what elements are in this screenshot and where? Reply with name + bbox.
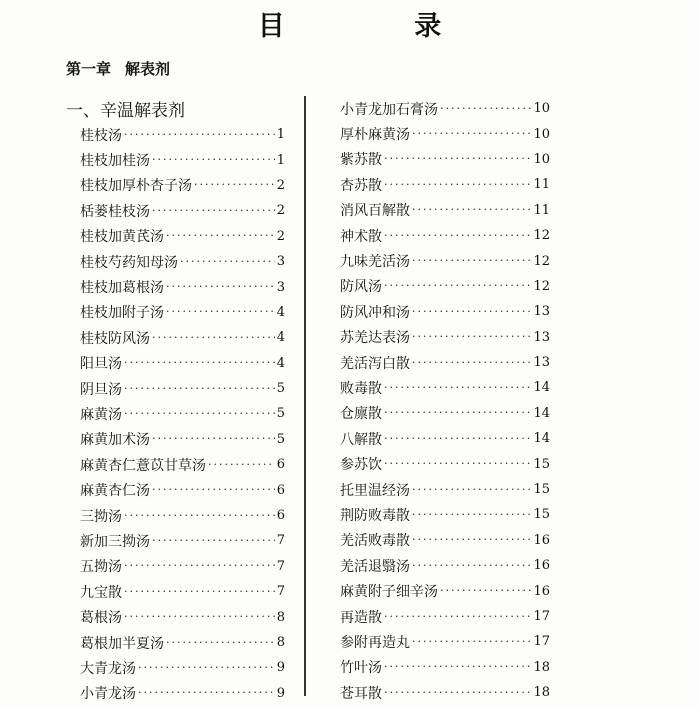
toc-entry-page: 12	[533, 278, 550, 294]
toc-entry-page: 3	[276, 279, 285, 295]
toc-leader-dots	[384, 381, 531, 395]
toc-entry-name: 杏苏散	[340, 177, 382, 194]
toc-entry-name: 桂枝加葛根汤	[80, 280, 164, 297]
toc-leader-dots	[440, 102, 531, 116]
toc-entry-name: 羌活败毒散	[340, 533, 410, 550]
toc-entry-page: 3	[276, 254, 285, 270]
toc-entry	[80, 198, 285, 223]
toc-entry	[340, 401, 550, 426]
toc-entry-page: 1	[276, 152, 285, 168]
toc-leader-dots	[412, 635, 531, 649]
toc-leader-dots	[124, 128, 275, 142]
toc-leader-dots	[166, 636, 275, 650]
toc-entry-page: 18	[533, 659, 550, 675]
chapter-number: 第一章	[66, 60, 112, 78]
toc-entry-name: 苍耳散	[340, 685, 382, 702]
toc-leader-dots	[152, 432, 275, 446]
toc-entry	[80, 173, 285, 198]
toc-entry-name: 麻黄加术汤	[80, 432, 150, 449]
toc-entry-name: 仓廪散	[340, 406, 382, 423]
toc-leader-dots	[384, 660, 531, 674]
toc-leader-dots	[384, 152, 531, 166]
toc-entry	[80, 224, 285, 249]
toc-leader-dots	[194, 178, 275, 192]
toc-entry-page: 11	[533, 177, 550, 193]
toc-entry	[80, 681, 285, 706]
toc-leader-dots	[138, 686, 275, 700]
toc-entry-name: 阳旦汤	[80, 356, 122, 373]
toc-entry-name: 麻黄杏仁汤	[80, 483, 150, 500]
toc-entry	[340, 248, 550, 273]
toc-leader-dots	[412, 305, 531, 319]
toc-leader-dots	[440, 584, 531, 598]
toc-entry-page: 7	[276, 533, 285, 549]
toc-leader-dots	[152, 534, 275, 548]
toc-entry-page: 18	[533, 685, 550, 701]
toc-leader-dots	[124, 382, 275, 396]
toc-entry	[340, 325, 550, 350]
toc-entry-name: 桂枝加桂汤	[80, 153, 150, 170]
toc-leader-dots	[138, 661, 275, 675]
toc-leader-dots	[152, 483, 275, 497]
toc-leader-dots	[166, 305, 275, 319]
toc-entry	[340, 680, 550, 705]
toc-entry-name: 小青龙加石膏汤	[340, 101, 438, 118]
toc-entry-page: 2	[276, 228, 285, 244]
toc-entry-name: 麻黄汤	[80, 406, 122, 423]
toc-entry-page: 6	[276, 482, 285, 498]
toc-entry-name: 防风冲和汤	[340, 304, 410, 321]
toc-leader-dots	[412, 254, 531, 268]
toc-entry	[340, 147, 550, 172]
toc-entry-name: 羌活泻白散	[340, 355, 410, 372]
toc-entry-name: 荆防败毒散	[340, 507, 410, 524]
toc-entry-name: 五拗汤	[80, 559, 122, 576]
toc-entry	[80, 427, 285, 452]
toc-entry-name: 苏羌达表汤	[340, 330, 410, 347]
toc-entry-name: 防风汤	[340, 279, 382, 296]
toc-entry	[340, 451, 550, 476]
toc-entry	[340, 655, 550, 680]
toc-entry	[340, 578, 550, 603]
toc-leader-dots	[152, 153, 275, 167]
column-divider	[304, 96, 306, 696]
toc-entry-page: 17	[533, 609, 550, 624]
toc-entry-name: 葛根加半夏汤	[80, 635, 164, 652]
toc-right-column	[340, 96, 550, 705]
toc-leader-dots	[124, 610, 275, 624]
toc-entry-name: 九味羌活汤	[340, 254, 410, 271]
toc-entry	[340, 299, 550, 324]
toc-entry-page: 14	[533, 380, 550, 396]
toc-entry	[340, 350, 550, 375]
toc-entry-page: 16	[533, 558, 550, 574]
chapter-heading	[66, 58, 170, 79]
toc-leader-dots	[166, 229, 275, 243]
toc-entry-name: 小青龙汤	[80, 686, 136, 703]
toc-entry	[340, 96, 550, 121]
toc-entry-name: 新加三拗汤	[80, 533, 150, 550]
toc-leader-dots	[412, 508, 531, 522]
toc-entry-page: 9	[276, 685, 285, 701]
toc-entry	[340, 477, 550, 502]
toc-leader-dots	[384, 610, 531, 624]
toc-entry-name: 再造散	[340, 609, 382, 626]
toc-entry-page: 2	[276, 203, 285, 219]
toc-entry-page: 16	[533, 583, 550, 599]
toc-entry-page: 15	[533, 507, 550, 523]
toc-leader-dots	[412, 483, 531, 497]
toc-leader-dots	[412, 533, 531, 547]
toc-entry-name: 桂枝防风汤	[80, 330, 150, 347]
toc-entry-page: 2	[276, 177, 285, 193]
toc-entry	[80, 655, 285, 680]
toc-entry-name: 桂枝加厚朴杏子汤	[80, 178, 192, 195]
toc-entry	[340, 502, 550, 527]
toc-entry-name: 九宝散	[80, 584, 122, 601]
toc-entry	[80, 325, 285, 350]
toc-entry-page: 10	[533, 126, 550, 142]
toc-entry-name: 阴旦汤	[80, 381, 122, 398]
toc-entry-page: 1	[276, 127, 285, 143]
toc-entry-page: 14	[533, 405, 550, 421]
toc-entry	[80, 122, 285, 147]
toc-leader-dots	[124, 407, 275, 421]
toc-entry-name: 竹叶汤	[340, 660, 382, 677]
toc-entry	[80, 300, 285, 325]
toc-entry	[80, 452, 285, 477]
toc-entry	[80, 401, 285, 426]
toc-entry-page: 5	[276, 381, 285, 397]
toc-entry-page: 8	[276, 609, 285, 625]
toc-entry	[340, 604, 550, 629]
toc-leader-dots	[412, 356, 531, 370]
toc-entry-name: 栝蒌桂枝汤	[80, 203, 150, 220]
toc-entry-page: 14	[533, 431, 550, 447]
toc-entry-page: 13	[533, 304, 550, 320]
toc-entry-page: 4	[276, 330, 285, 346]
toc-entry-page: 11	[533, 202, 550, 218]
toc-entry-page: 4	[276, 304, 285, 320]
toc-entry-name: 败毒散	[340, 380, 382, 397]
toc-leader-dots	[384, 178, 531, 192]
toc-entry-name: 桂枝加附子汤	[80, 305, 164, 322]
toc-entry	[340, 553, 550, 578]
toc-leader-dots	[384, 686, 531, 700]
toc-entry-page: 17	[533, 634, 550, 650]
toc-leader-dots	[384, 457, 531, 471]
toc-entry-page: 8	[276, 635, 285, 650]
toc-entry	[340, 528, 550, 553]
toc-leader-dots	[384, 279, 531, 293]
toc-entry-page: 5	[276, 431, 285, 447]
section-heading: 一、辛温解表剂	[66, 101, 185, 121]
toc-leader-dots	[166, 280, 275, 294]
toc-entry-name: 羌活退翳汤	[340, 558, 410, 575]
toc-entry-page: 6	[276, 508, 285, 524]
toc-leader-dots	[124, 356, 275, 370]
toc-leader-dots	[384, 406, 531, 420]
toc-entry-page: 5	[276, 406, 285, 422]
toc-leader-dots	[384, 229, 531, 243]
toc-entry	[340, 629, 550, 654]
toc-leader-dots	[412, 559, 531, 573]
toc-entry	[340, 198, 550, 223]
toc-leader-dots	[412, 127, 531, 141]
toc-leader-dots	[412, 203, 531, 217]
toc-leader-dots	[412, 330, 531, 344]
toc-entry-name: 大青龙汤	[80, 660, 136, 677]
toc-entry-page: 7	[276, 584, 285, 600]
toc-leader-dots	[180, 255, 275, 269]
toc-entry	[80, 274, 285, 299]
toc-leader-dots	[152, 204, 275, 218]
toc-entry-name: 参苏饮	[340, 457, 382, 474]
toc-entry-page: 15	[533, 456, 550, 472]
toc-leader-dots	[124, 509, 275, 523]
toc-entry-page: 12	[533, 228, 550, 244]
toc-entry-page: 10	[533, 151, 550, 167]
toc-entry-name: 麻黄杏仁薏苡甘草汤	[80, 457, 206, 474]
toc-entry-name: 三拗汤	[80, 508, 122, 525]
toc-leader-dots	[208, 458, 275, 472]
toc-entry	[340, 426, 550, 451]
toc-entry-page: 15	[533, 482, 550, 498]
toc-entry-page: 10	[533, 101, 550, 117]
toc-entry	[80, 376, 285, 401]
toc-entry	[340, 172, 550, 197]
toc-leader-dots	[124, 559, 275, 573]
toc-entry-name: 紫苏散	[340, 152, 382, 169]
toc-entry-name: 托里温经汤	[340, 482, 410, 499]
toc-entry-page: 7	[276, 558, 285, 574]
toc-entry	[80, 630, 285, 655]
toc-entry-name: 神术散	[340, 228, 382, 245]
toc-entry-name: 葛根汤	[80, 610, 122, 627]
toc-entry	[80, 579, 285, 604]
toc-entry-name: 麻黄附子细辛汤	[340, 584, 438, 601]
toc-entry	[340, 223, 550, 248]
toc-left-column	[80, 122, 285, 706]
toc-leader-dots	[124, 585, 275, 599]
toc-leader-dots	[384, 432, 531, 446]
toc-entry-page: 6	[276, 457, 285, 473]
toc-entry-name: 厚朴麻黄汤	[340, 127, 410, 144]
toc-entry	[80, 554, 285, 579]
toc-entry	[340, 121, 550, 146]
toc-entry-name: 参附再造丸	[340, 634, 410, 651]
toc-entry-name: 桂枝加黄芪汤	[80, 229, 164, 246]
toc-leader-dots	[152, 331, 275, 345]
toc-entry	[80, 147, 285, 172]
toc-entry-page: 9	[276, 660, 285, 676]
toc-entry-page: 4	[276, 355, 285, 371]
toc-entry-page: 16	[533, 532, 550, 548]
toc-entry	[80, 528, 285, 553]
toc-entry	[80, 351, 285, 376]
toc-entry-page: 12	[533, 253, 550, 269]
toc-entry-name: 八解散	[340, 431, 382, 448]
toc-entry-name: 桂枝芍药知母汤	[80, 254, 178, 271]
chapter-name: 解表剂	[125, 60, 171, 78]
toc-entry	[80, 604, 285, 629]
toc-entry	[80, 477, 285, 502]
toc-entry	[80, 503, 285, 528]
toc-entry-page: 13	[533, 355, 550, 371]
toc-entry-name: 桂枝汤	[80, 127, 122, 144]
page-title: 目 录	[257, 11, 502, 42]
toc-entry	[340, 375, 550, 400]
toc-entry	[80, 249, 285, 274]
toc-entry-name: 消风百解散	[340, 203, 410, 220]
toc-entry	[340, 274, 550, 299]
toc-entry-page: 13	[533, 329, 550, 345]
